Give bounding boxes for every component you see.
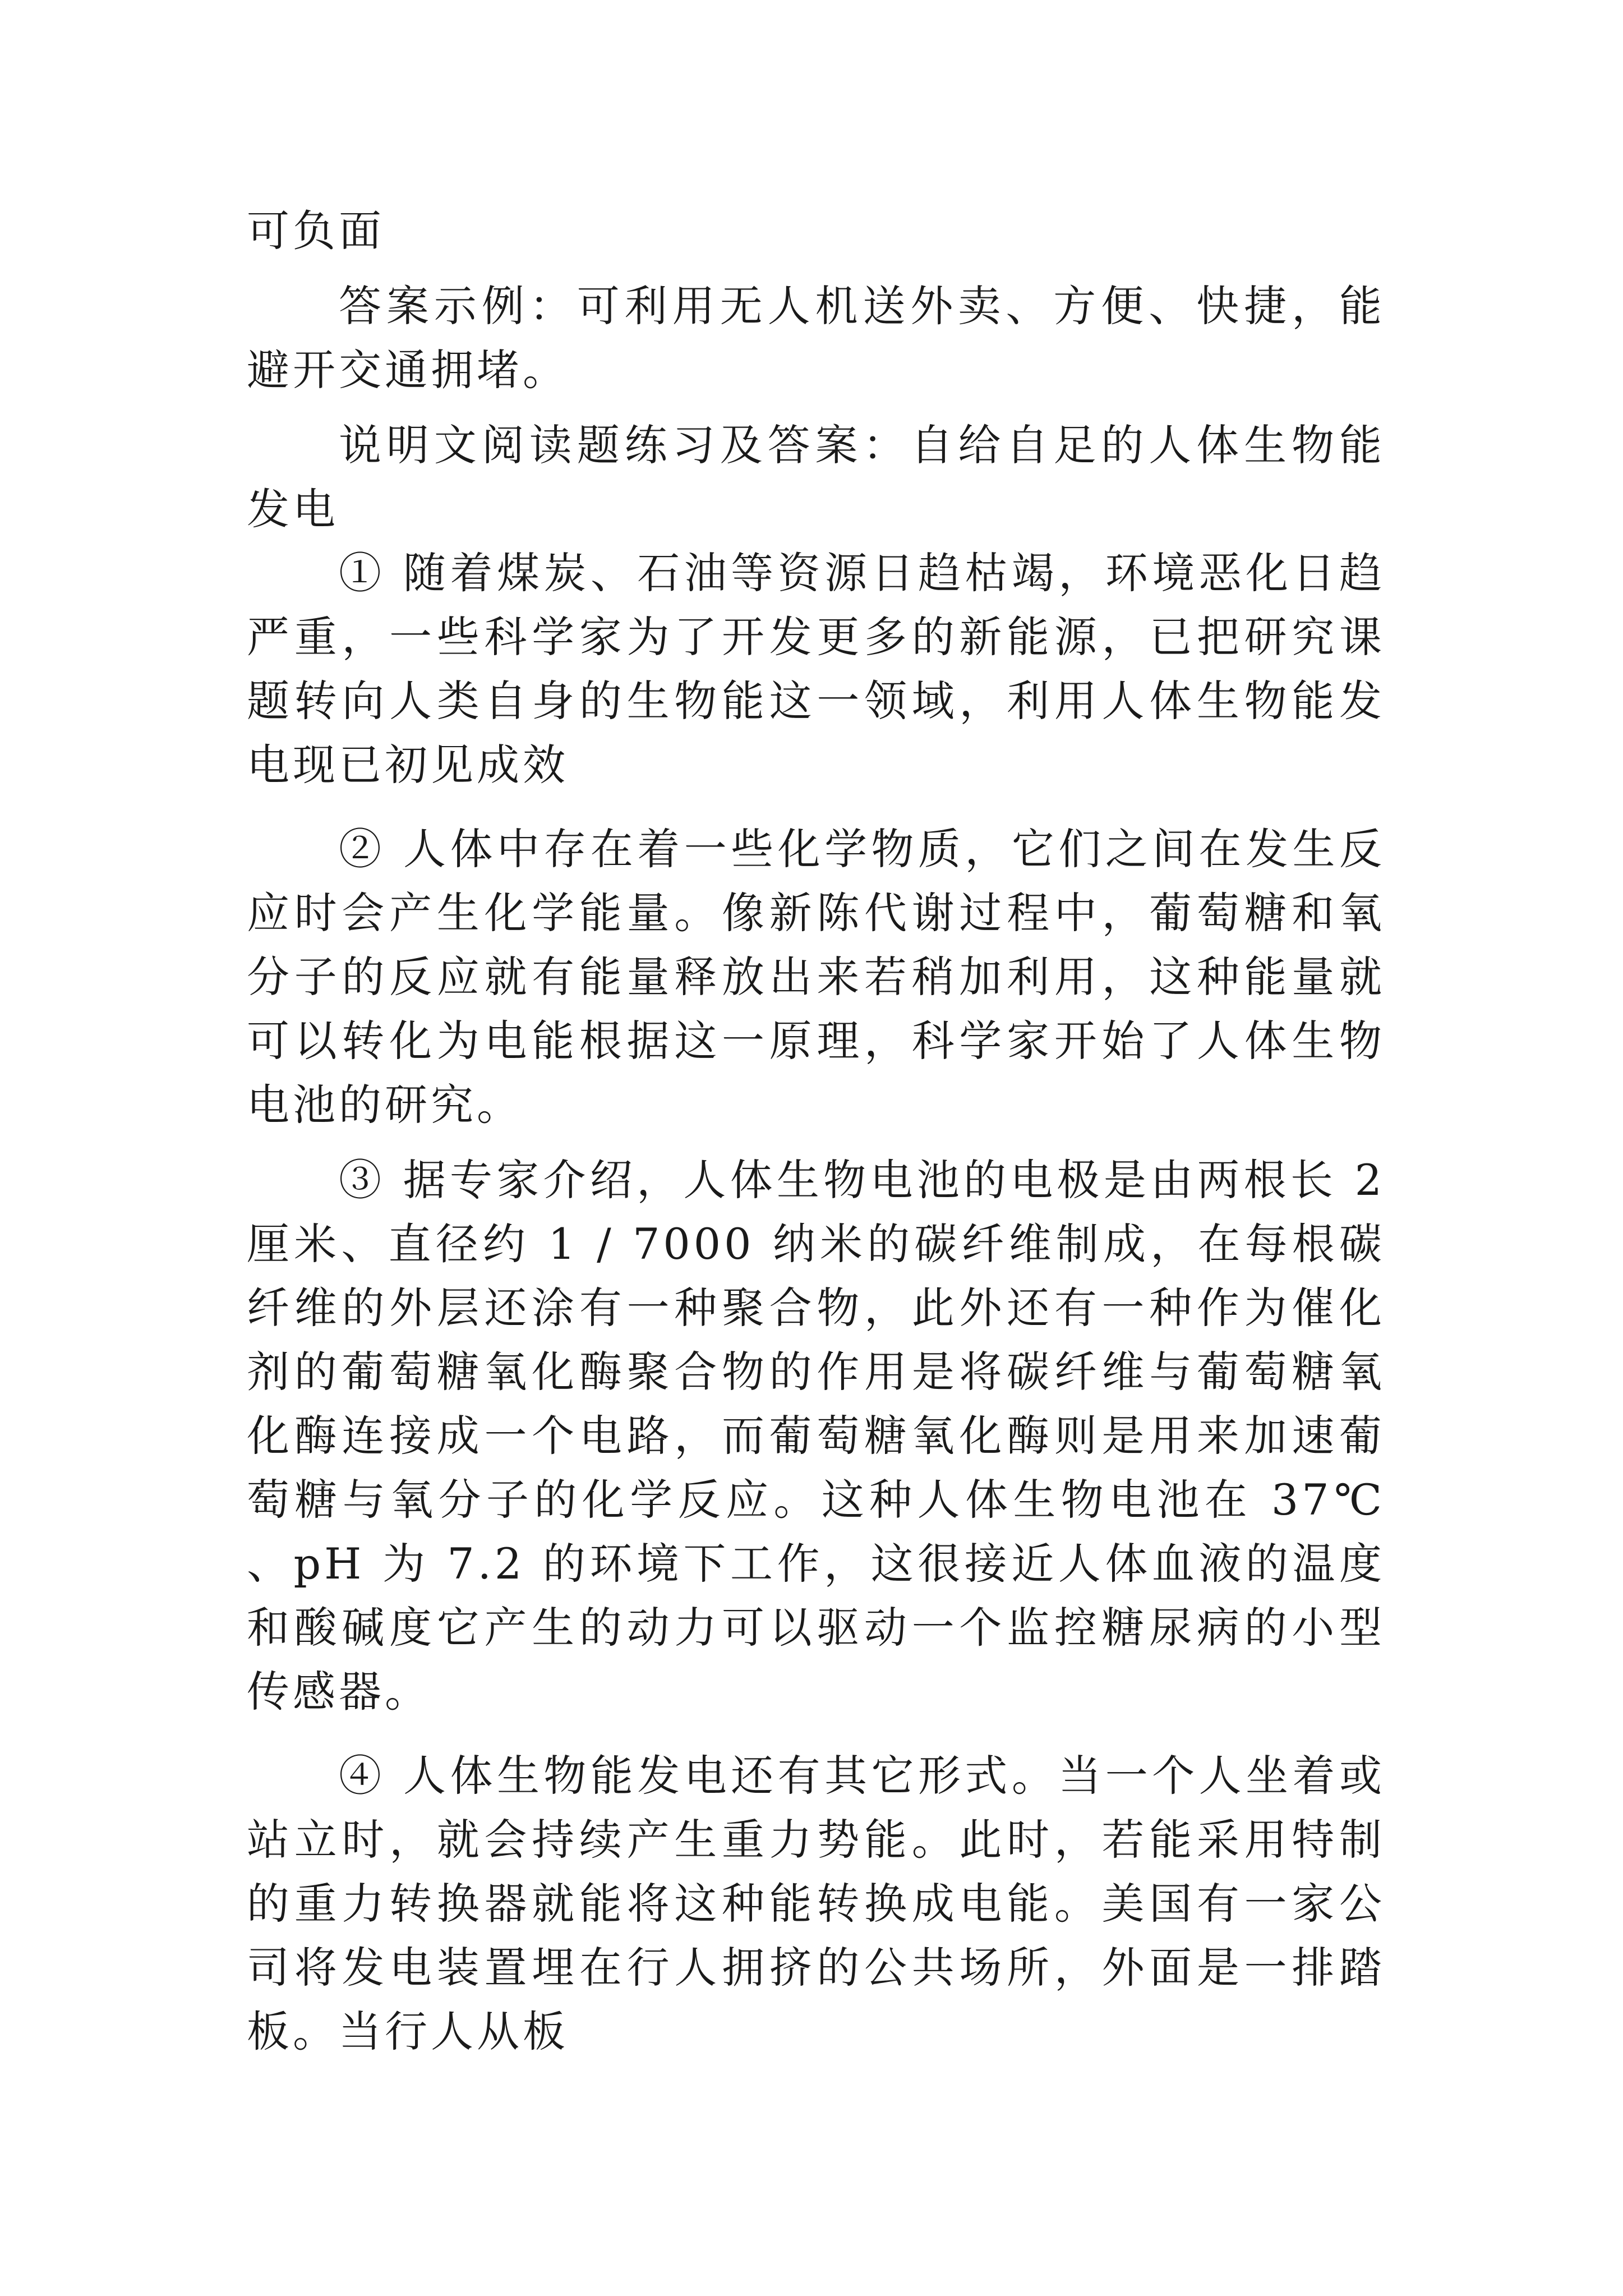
- paragraph-article-title: 说明文阅读题练习及答案：自给自足的人体生物能发电: [247, 420, 1385, 534]
- paragraph-answer-example: 答案示例：可利用无人机送外卖、方便、快捷，能避开交通拥堵。: [247, 281, 1385, 395]
- paragraph-4: ④ 人体生物能发电还有其它形式。当一个人坐着或站立时，就会持续产生重力势能。此时，若能采用特制的重力转换器就能将这种能转换成电能。美国有一家公司将发电装置埋在行人拥挤的公共场所，外面是一排踏板。当行人从板: [247, 1751, 1385, 2056]
- document-body: [247, 199, 1385, 2064]
- paragraph-continuation: 可负面: [247, 206, 385, 256]
- paragraph-2: ② 人体中存在着一些化学物质，它们之间在发生反应时会产生化学能量。像新陈代谢过程中，葡萄糖和氧分子的反应就有能量释放出来若稍加利用，这种能量就可以转化为电能根据这一原理，科学家开始了人体生物电池的研究。: [247, 824, 1385, 1130]
- paragraph-1: ① 随着煤炭、石油等资源日趋枯竭，环境恶化日趋严重，一些科学家为了开发更多的新能源，已把研究课题转向人类自身的生物能这一领域，利用人体生物能发电现已初见成效: [247, 548, 1385, 790]
- paragraph-3: ③ 据专家介绍，人体生物电池的电极是由两根长 2 厘米、直径约 1 / 7000 纳米的碳纤维制成，在每根碳纤维的外层还涂有一种聚合物，此外还有一种作为催化剂的葡萄糖氧化酶聚合物的作用是将碳纤维与葡萄糖氧化酶连接成一个电路，而葡萄糖氧化酶则是用来加速葡萄糖与氧分子的化学反应。这种人体生物电池在 37℃ 、pH 为 7.2 的环境下工作，这很接近人体血液的温度和酸碱度它产生的动力可以驱动一个监控糖尿病的小型传感器。: [247, 1155, 1385, 1717]
